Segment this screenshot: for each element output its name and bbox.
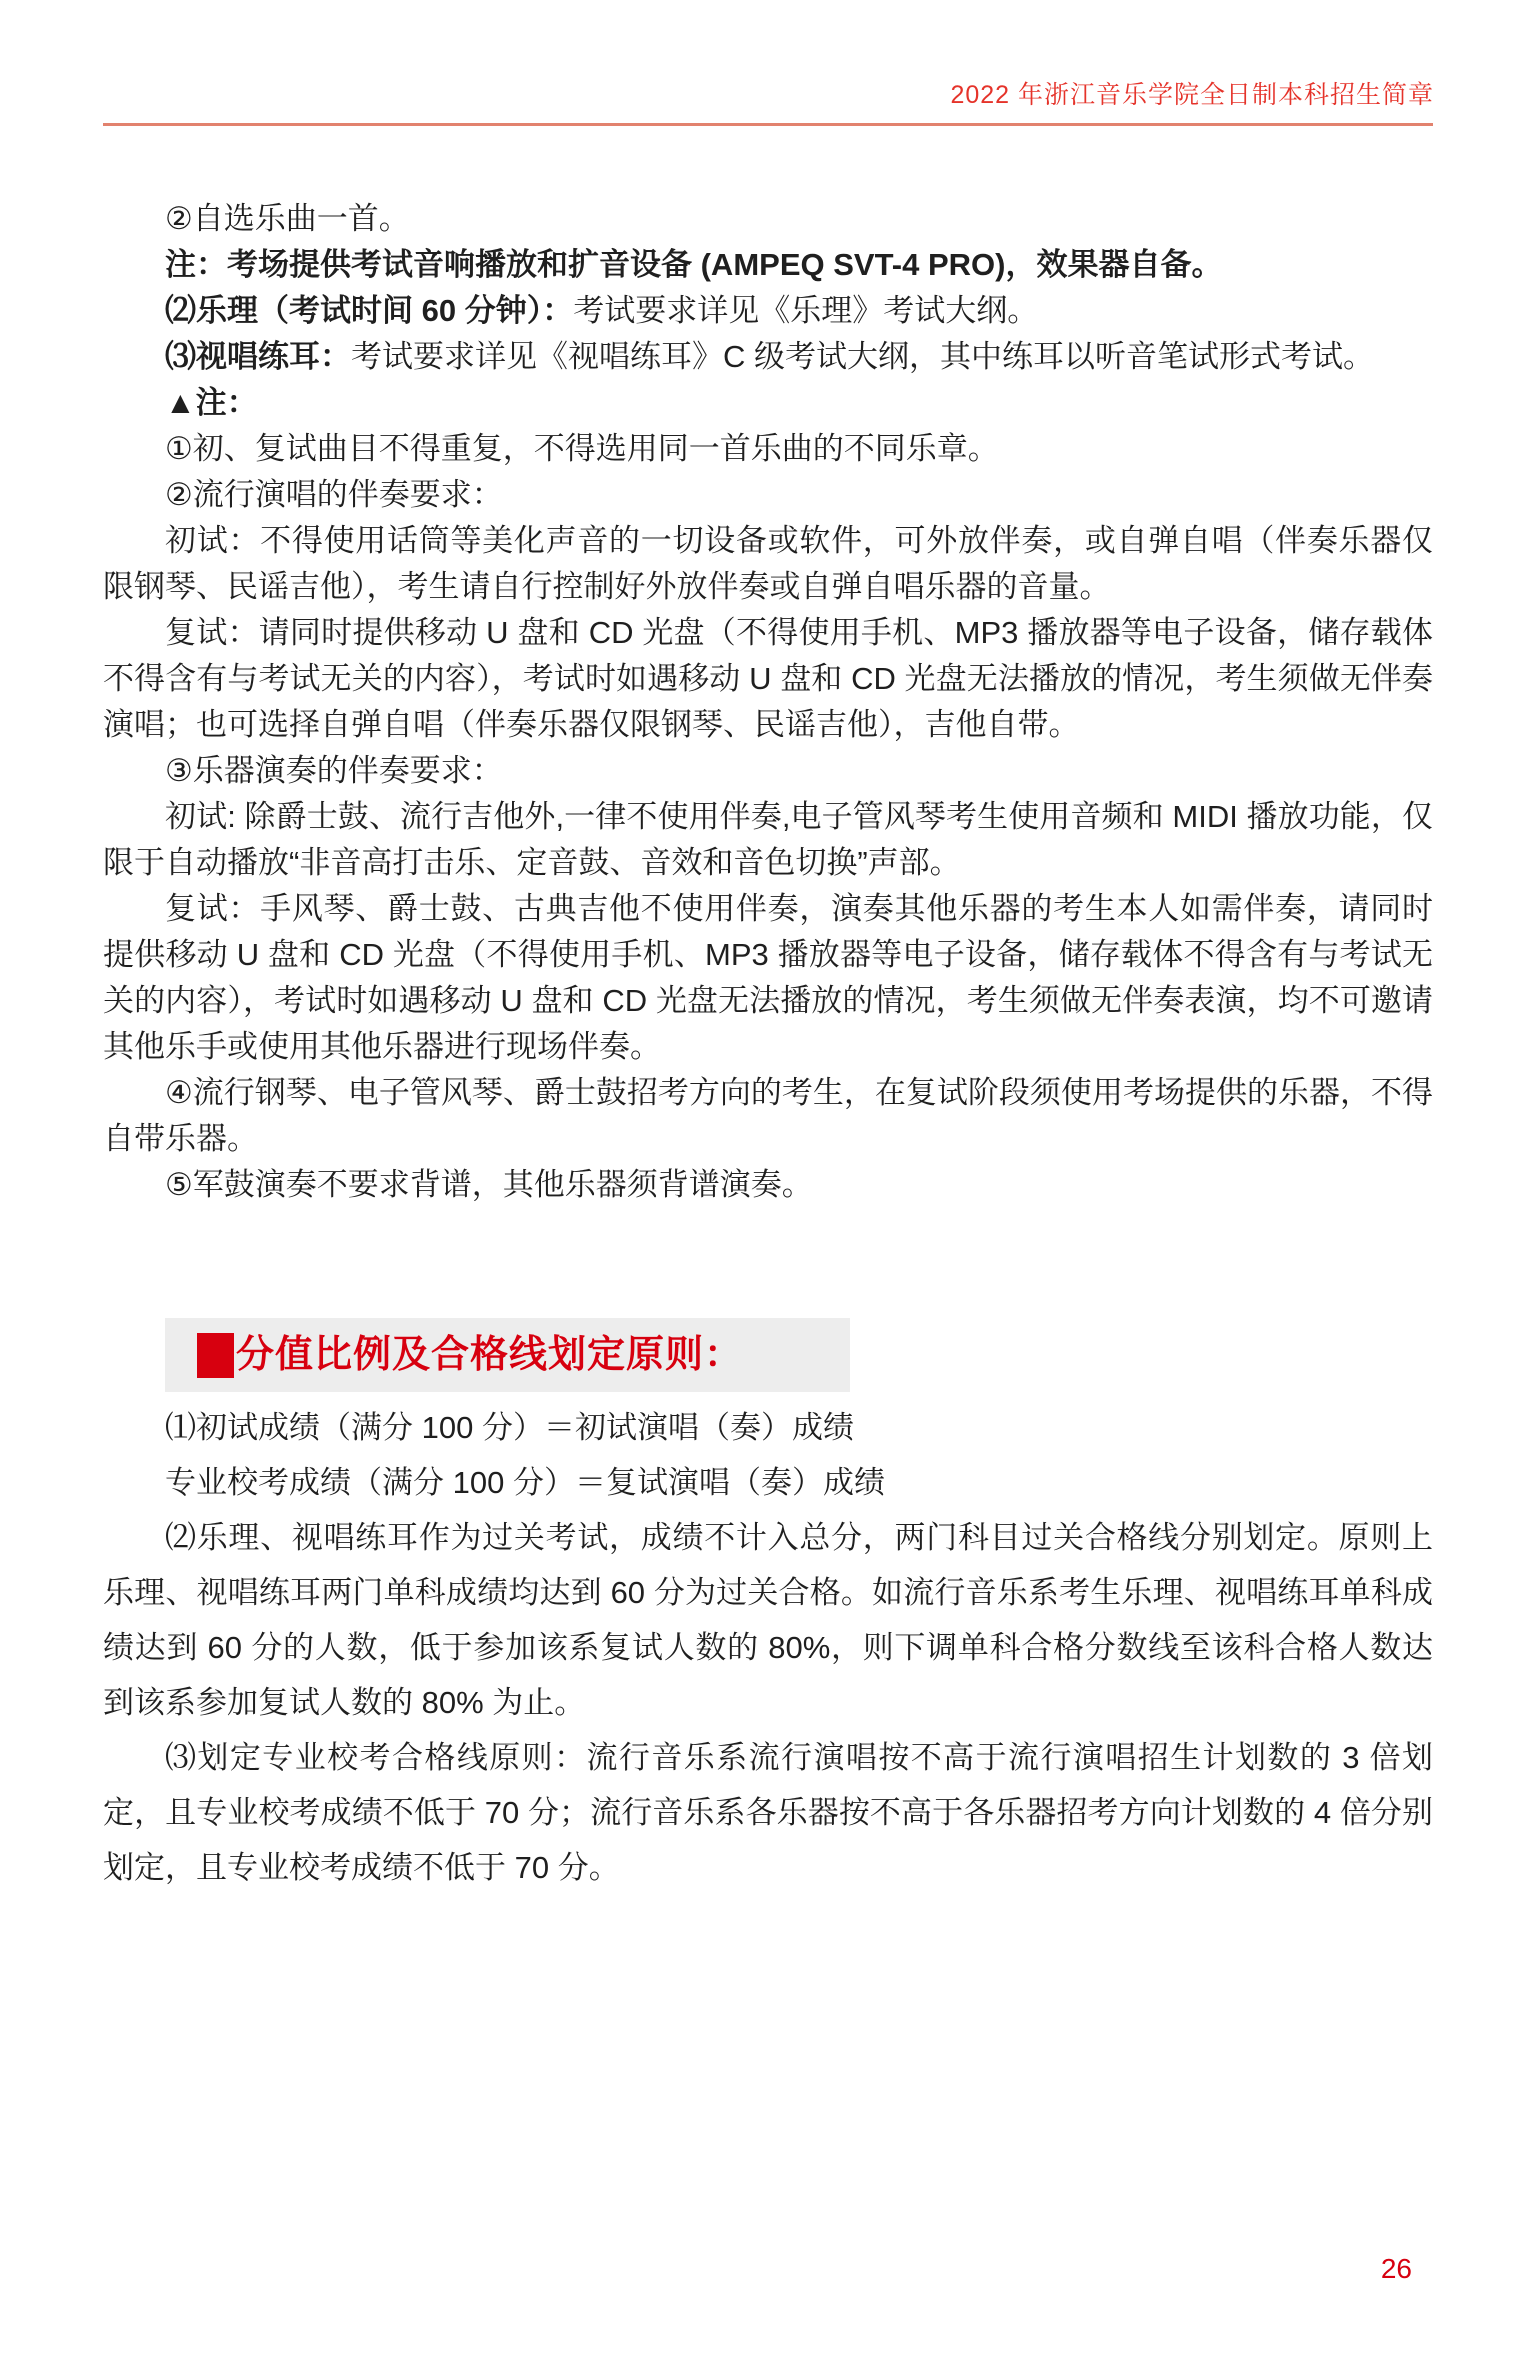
paragraph: [103, 1162, 1433, 1208]
paragraph: [103, 288, 1433, 334]
paragraph: [103, 380, 1433, 426]
paragraph-text: 复试：手风琴、爵士鼓、古典吉他不使用伴奏，演奏其他乐器的考生本人如需伴奏，请同时提供移动 U 盘和 CD 光盘（不得使用手机、MP3 播放器等电子设备，储存载体不得含有与考试无关的内容），考试时如遇移动 U 盘和 CD 光盘无法播放的情况，考生须做无伴奏表演，均不可邀请其他乐手或使用其他乐器进行现场伴奏。: [103, 891, 1433, 1064]
paragraph-bold-head: 注：考场提供考试音响播放和扩音设备 (AMPEQ SVT-4 PRO)，效果器自备。: [165, 247, 1223, 282]
paragraph: [103, 1730, 1433, 1895]
paragraph-text: 考试要求详见《视唱练耳》C 级考试大纲，其中练耳以听音笔试形式考试。: [351, 339, 1374, 374]
header-title: 2022 年浙江音乐学院全日制本科招生简章: [950, 81, 1434, 109]
paragraph-text: 初试: 除爵士鼓、流行吉他外,一律不使用伴奏,电子管风琴考生使用音频和 MIDI 播放功能，仅限于自动播放“非音高打击乐、定音鼓、音效和音色切换”声部。: [103, 799, 1433, 880]
header-rule-divider: [103, 123, 1433, 126]
paragraph: [103, 1070, 1433, 1162]
paragraph-text: ①初、复试曲目不得重复，不得选用同一首乐曲的不同乐章。: [165, 431, 999, 466]
paragraph-text: ③乐器演奏的伴奏要求：: [165, 753, 503, 788]
paragraph: [103, 1455, 1433, 1510]
paragraph-text: ⑶划定专业校考合格线原则：流行音乐系流行演唱按不高于流行演唱招生计划数的 3 倍划定，且专业校考成绩不低于 70 分；流行音乐系各乐器按不高于各乐器招考方向计划数的 4 倍分别划定，且专业校考成绩不低于 70 分。: [103, 1740, 1433, 1885]
paragraph: [103, 242, 1433, 288]
score-ratio-text-block: [103, 1400, 1433, 1895]
paragraph-text: ④流行钢琴、电子管风琴、爵士鼓招考方向的考生，在复试阶段须使用考场提供的乐器，不得自带乐器。: [103, 1075, 1433, 1156]
paragraph: [103, 518, 1433, 610]
paragraph-text: ⑵乐理、视唱练耳作为过关考试，成绩不计入总分，两门科目过关合格线分别划定。原则上乐理、视唱练耳两门单科成绩均达到 60 分为过关合格。如流行音乐系考生乐理、视唱练耳单科成绩达到 60 分的人数，低于参加该系复试人数的 80%，则下调单科合格分数线至该科合格人数达到该系参加复试人数的 80% 为止。: [103, 1520, 1433, 1720]
exam-requirements-text-block: [103, 196, 1433, 1208]
paragraph: [103, 1400, 1433, 1455]
paragraph: [103, 196, 1433, 242]
paragraph-text: 初试：不得使用话筒等美化声音的一切设备或软件，可外放伴奏，或自弹自唱（伴奏乐器仅限钢琴、民谣吉他），考生请自行控制好外放伴奏或自弹自唱乐器的音量。: [103, 523, 1433, 604]
paragraph-bold-head: ⑵乐理（考试时间 60 分钟）：: [165, 293, 574, 328]
paragraph: [103, 794, 1433, 886]
paragraph-text: ②自选乐曲一首。: [165, 201, 410, 236]
paragraph-bold-head: ▲注：: [165, 385, 258, 420]
paragraph: [103, 426, 1433, 472]
paragraph: [103, 886, 1433, 1070]
paragraph-text: ⑤军鼓演奏不要求背谱，其他乐器须背谱演奏。: [165, 1167, 813, 1202]
paragraph: [103, 748, 1433, 794]
page-number: 26: [1380, 2253, 1412, 2284]
section-marker-icon: [197, 1333, 234, 1378]
paragraph-text: 考试要求详见《乐理》考试大纲。: [573, 293, 1039, 328]
paragraph-text: ⑴初试成绩（满分 100 分）＝初试演唱（奏）成绩: [165, 1410, 854, 1445]
paragraph-bold-head: ⑶视唱练耳：: [165, 339, 351, 374]
paragraph-text: 专业校考成绩（满分 100 分）＝复试演唱（奏）成绩: [165, 1465, 885, 1500]
section-heading: 分值比例及合格线划定原则：: [236, 1334, 744, 1376]
paragraph: [103, 1510, 1433, 1730]
paragraph: [103, 472, 1433, 518]
section-header-bar: [165, 1318, 850, 1392]
paragraph: [103, 334, 1433, 380]
paragraph-text: 复试：请同时提供移动 U 盘和 CD 光盘（不得使用手机、MP3 播放器等电子设备，储存载体不得含有与考试无关的内容），考试时如遇移动 U 盘和 CD 光盘无法播放的情况，考生须做无伴奏演唱；也可选择自弹自唱（伴奏乐器仅限钢琴、民谣吉他），吉他自带。: [103, 615, 1433, 742]
paragraph: [103, 610, 1433, 748]
paragraph-text: ②流行演唱的伴奏要求：: [165, 477, 503, 512]
